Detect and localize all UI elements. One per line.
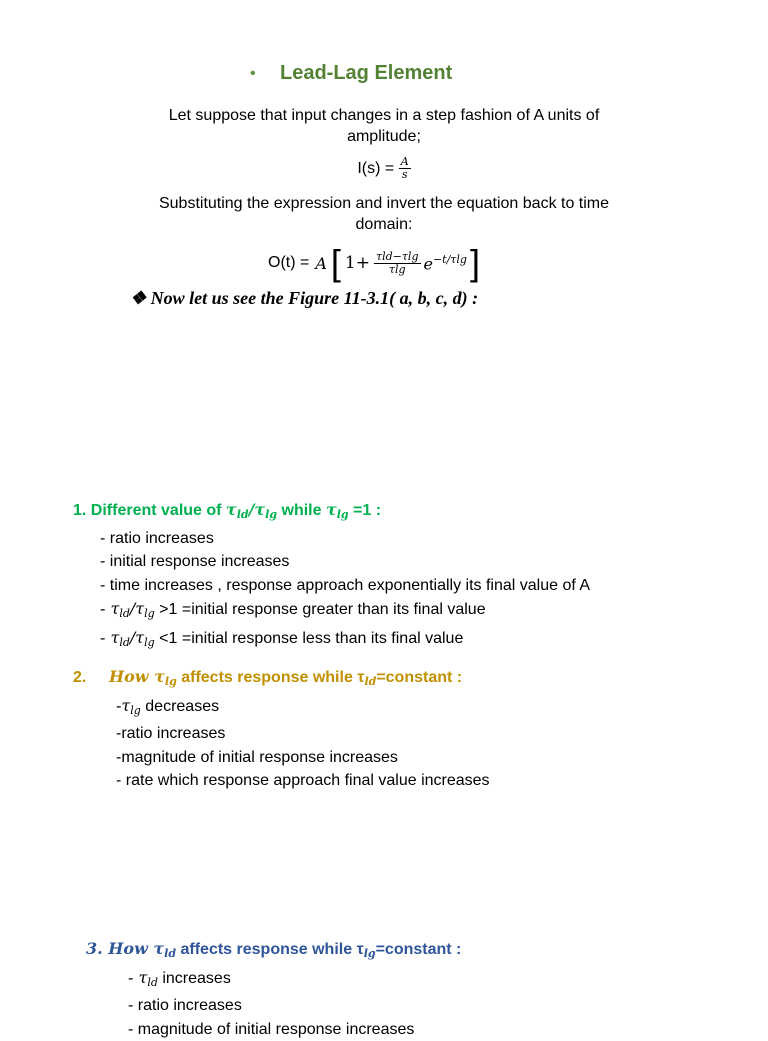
list-item: - ratio increases [100, 527, 590, 551]
page-title: Lead-Lag Element [280, 62, 452, 85]
subscript: ld [364, 675, 376, 688]
subscript: lg [165, 675, 177, 688]
eq2-e: e [424, 254, 433, 273]
equation-output [268, 240, 480, 286]
section-2-items [73, 694, 490, 793]
eq1-numerator: A [399, 156, 411, 169]
eq2-A: A [315, 254, 327, 273]
s2-heading-text: affects response while τ [177, 669, 365, 686]
eq2-right-bracket: ] [470, 245, 480, 281]
item-text: >1 =initial response greater than its final value [155, 601, 486, 618]
s3-heading-text: =constant : [376, 941, 462, 958]
list-item: -ratio increases [116, 722, 490, 746]
s2-heading-text: =constant : [376, 669, 462, 686]
eq2-fraction [374, 251, 421, 276]
equation-input [0, 154, 768, 184]
list-item [100, 597, 590, 626]
section-1 [73, 498, 590, 654]
subscript: lg [130, 704, 141, 717]
subscript: ld [119, 636, 130, 649]
subscript: ld [237, 508, 249, 521]
tau-symbol: - τ [100, 628, 119, 647]
s2-number: 2. [73, 666, 109, 690]
list-item: - time increases , response approach exponentially its final value of A [100, 574, 590, 598]
eq2-left-bracket: [ [331, 245, 341, 281]
item-text: decreases [141, 698, 219, 715]
eq2-numerator: τld−τlg [374, 251, 421, 264]
bullet: • [250, 65, 280, 83]
section-1-heading [73, 498, 590, 527]
list-item: - ratio increases [128, 994, 461, 1018]
list-item: - magnitude of initial response increases [128, 1018, 461, 1041]
eq2-exponent: −t/τlg [433, 253, 467, 266]
subscript: ld [164, 947, 176, 960]
subscript: lg [337, 508, 349, 521]
tau-symbol: - τ [100, 599, 119, 618]
item-text: <1 =initial response less than its final value [155, 630, 464, 647]
s3-heading-text: 3. How τ [86, 939, 164, 958]
eq2-denominator: τlg [387, 264, 408, 276]
subscript: ld [147, 976, 158, 989]
item-text: increases [158, 970, 231, 987]
tau-symbol: /τ [130, 628, 144, 647]
tau-symbol: /τ [130, 599, 144, 618]
subscript: lg [144, 636, 155, 649]
s2-heading-text: How τ [109, 667, 165, 686]
intro-text [0, 105, 768, 147]
eq2-lhs: O(t) = [268, 254, 309, 272]
list-item: - rate which response approach final value increases [116, 769, 490, 793]
section-3-heading [86, 937, 461, 966]
intro-line-2: amplitude; [0, 126, 768, 147]
list-item [128, 966, 461, 995]
list-item: - initial response increases [100, 550, 590, 574]
eq1-lhs: I(s) = [357, 160, 394, 177]
eq2-exp [424, 253, 467, 273]
section-2-heading [73, 665, 490, 694]
intro-line-1: Let suppose that input changes in a step fashion of A units of [0, 105, 768, 126]
subst-line-2: domain: [0, 214, 768, 235]
s3-heading-text: affects response while τ [176, 941, 364, 958]
tau-symbol: τ [226, 500, 237, 519]
tau-symbol: - τ [128, 968, 147, 987]
subscript: lg [144, 607, 155, 620]
section-2 [73, 665, 490, 793]
section-1-items [73, 527, 590, 655]
tau-symbol: /τ [249, 500, 266, 519]
section-3-items [86, 966, 461, 1041]
tau-symbol: -τ [116, 696, 130, 715]
list-item: -magnitude of initial response increases [116, 746, 490, 770]
subst-line-1: Substituting the expression and invert the equation back to time [0, 193, 768, 214]
figure-reference: ❖ Now let us see the Figure 11-3.1( a, b, c, d) : [130, 288, 478, 309]
subscript: lg [364, 947, 376, 960]
substitution-text [0, 193, 768, 235]
section-3 [86, 937, 461, 1041]
section-title [250, 62, 452, 85]
eq2-one: 1+ [345, 253, 370, 273]
s1-heading-text: =1 : [349, 502, 381, 519]
eq1-denominator: s [400, 169, 410, 181]
s1-heading-text: 1. Different value of [73, 502, 226, 519]
list-item [100, 626, 590, 655]
list-item [116, 694, 490, 723]
tau-symbol: τ [326, 500, 337, 519]
subscript: ld [119, 607, 130, 620]
s1-heading-text: while [277, 502, 326, 519]
eq1-fraction [399, 156, 411, 181]
subscript: lg [265, 508, 277, 521]
